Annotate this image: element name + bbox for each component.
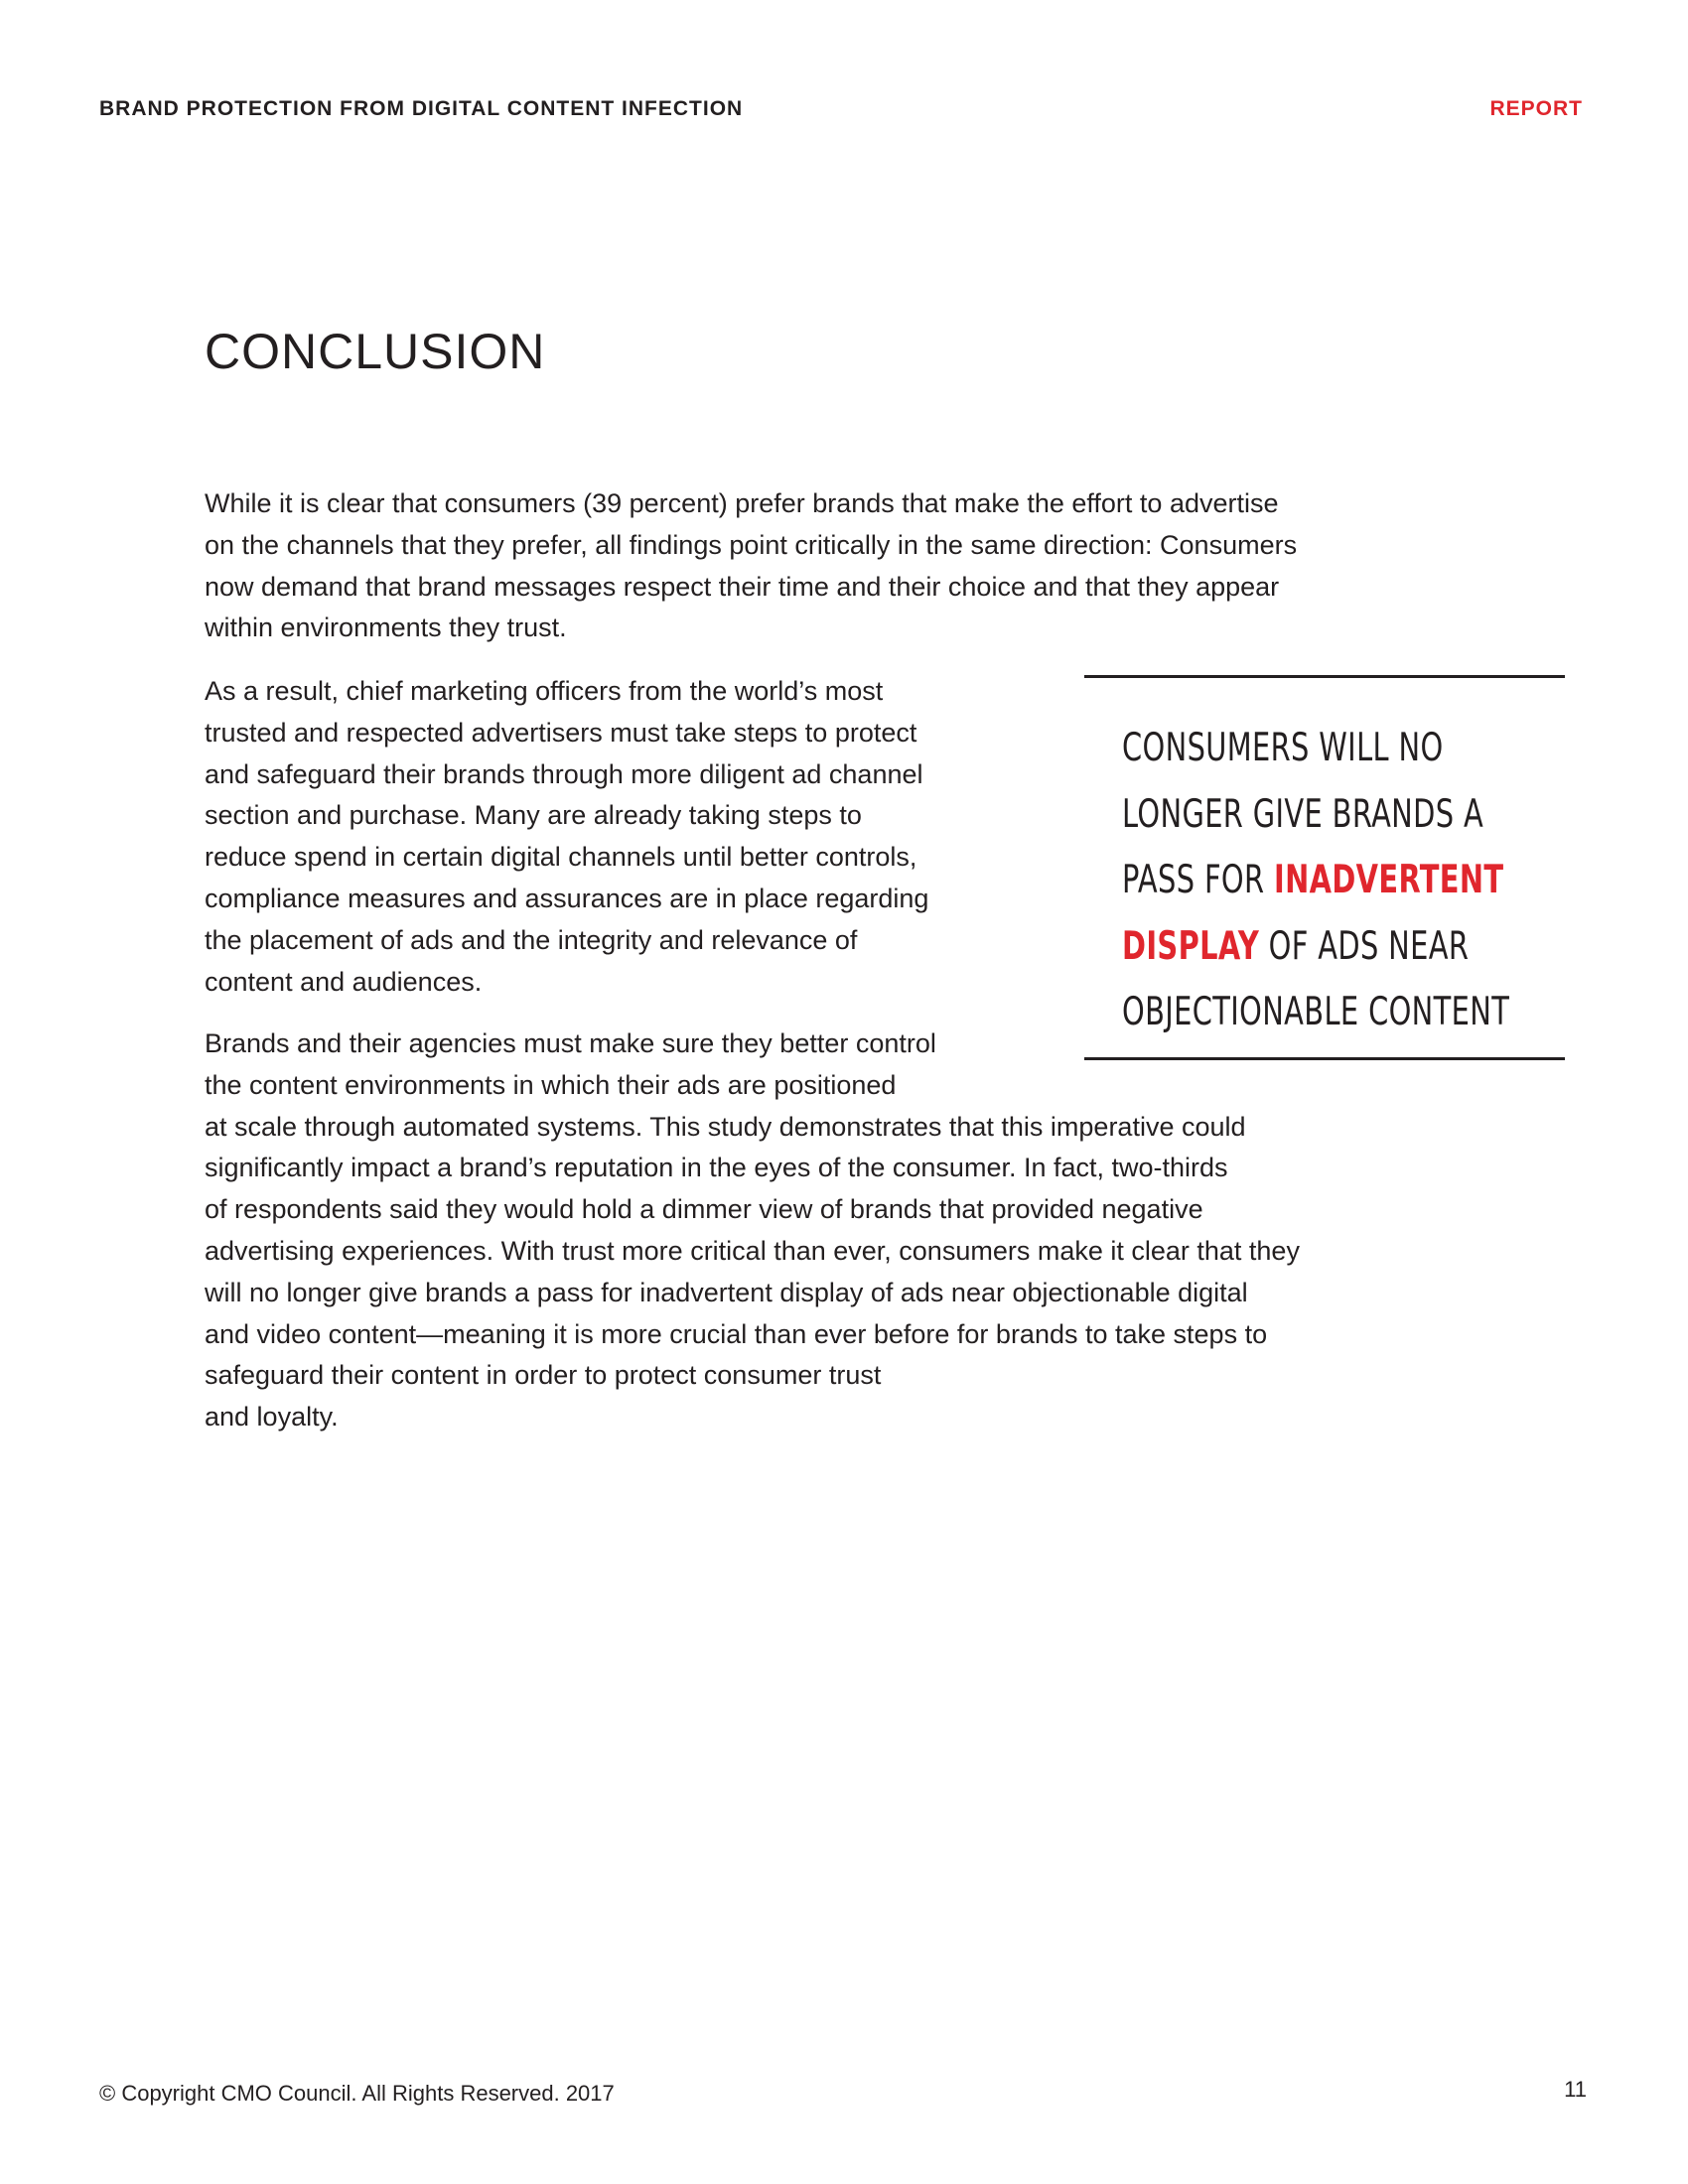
paragraph-line: advertising experiences. With trust more critical than ever, consumers make it clear that they <box>205 1235 1300 1266</box>
paragraph-line: of respondents said they would hold a dimmer view of brands that provided negative <box>205 1194 1203 1225</box>
pull-quote <box>1084 675 1565 1060</box>
paragraph-1 <box>205 483 1495 649</box>
paragraph-line: within environments they trust. <box>205 613 567 643</box>
pull-quote-line: CONSUMERS WILL NO <box>1122 726 1444 770</box>
paragraph-line: on the channels that they prefer, all findings point critically in the same direction: Consumers <box>205 529 1298 560</box>
paragraph-line: While it is clear that consumers (39 percent) prefer brands that make the effort to advertise <box>205 488 1279 518</box>
pull-quote-text <box>1122 716 1509 1046</box>
paragraph-line: the placement of ads and the integrity and relevance of <box>205 924 858 955</box>
pull-quote-fragment: PASS FOR <box>1122 858 1274 902</box>
paragraph-line: compliance measures and assurances are in place regarding <box>205 883 929 913</box>
pull-quote-line <box>1122 914 1509 981</box>
pull-quote-line: LONGER GIVE BRANDS A <box>1122 791 1484 837</box>
paragraph-line: significantly impact a brand’s reputation in the eyes of the consumer. In fact, two-thirds <box>205 1153 1228 1183</box>
page-title: CONCLUSION <box>205 324 546 379</box>
paragraph-line: content and audiences. <box>205 966 483 997</box>
paragraph-line: the content environments in which their ads are positioned <box>205 1069 897 1100</box>
pull-quote-line: OBJECTIONABLE CONTENT <box>1122 990 1510 1034</box>
paragraph-line: and safeguard their brands through more diligent ad channel <box>205 758 923 789</box>
pull-quote-highlight: DISPLAY <box>1122 923 1260 969</box>
paragraph-line: at scale through automated systems. This study demonstrates that this imperative could <box>205 1111 1246 1142</box>
pull-quote-fragment: OF ADS NEAR <box>1259 923 1470 969</box>
paragraph-line: will no longer give brands a pass for inadvertent display of ads near objectionable digital <box>205 1277 1248 1307</box>
paragraph-3 <box>205 1024 1495 1438</box>
copyright-notice: © Copyright CMO Council. All Rights Reserved. 2017 <box>99 2081 615 2106</box>
pull-quote-highlight: INADVERTENT <box>1273 858 1504 902</box>
pull-quote-line <box>1122 848 1509 914</box>
paragraph-line: As a result, chief marketing officers from the world’s most <box>205 676 884 706</box>
paragraph-line: and video content—meaning it is more crucial than ever before for brands to take steps to <box>205 1318 1268 1349</box>
section-label: REPORT <box>1489 97 1583 120</box>
paragraph-line: trusted and respected advertisers must take steps to protect <box>205 717 917 748</box>
report-title: BRAND PROTECTION FROM DIGITAL CONTENT INFECTION <box>99 97 744 120</box>
paragraph-line: now demand that brand messages respect their time and their choice and that they appear <box>205 571 1280 602</box>
paragraph-line: safeguard their content in order to protect consumer trust <box>205 1360 882 1391</box>
page-number: 11 <box>1564 2077 1587 2102</box>
paragraph-line: Brands and their agencies must make sure they better control <box>205 1028 936 1058</box>
paragraph-line: section and purchase. Many are already taking steps to <box>205 800 862 831</box>
paragraph-line: reduce spend in certain digital channels until better controls, <box>205 842 917 873</box>
paragraph-line: and loyalty. <box>205 1402 339 1433</box>
